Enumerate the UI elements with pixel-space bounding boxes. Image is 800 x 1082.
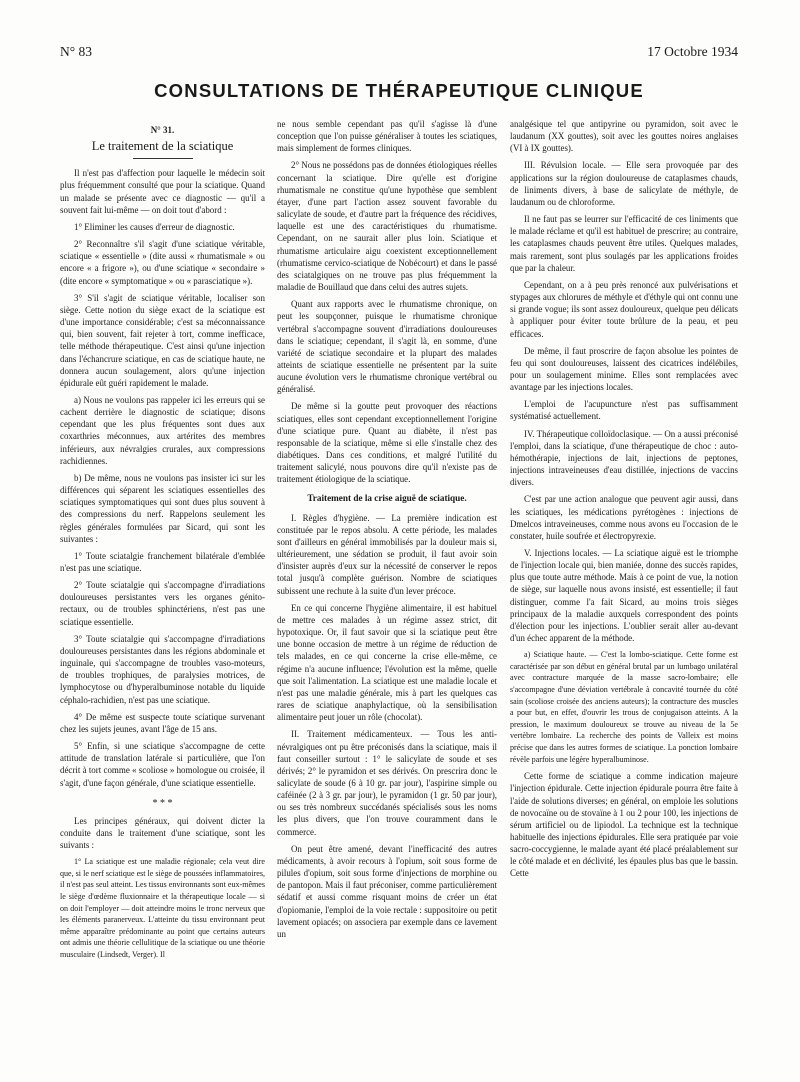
page-title: CONSULTATIONS DE THÉRAPEUTIQUE CLINIQUE — [154, 80, 644, 101]
page-header — [60, 44, 738, 62]
paragraph: I. Règles d'hygiène. — La première indication est constituée par le repos absolu. A cette période, les malades sont d'ailleurs en général immobilisés par la douleur mais si, ultérieurement, une sédation se produit, il faut avoir soin d'insister auprès d'eux sur la nécessité de conserver le repos total jusqu'à complète guérison. Nombre de sciatiques subissent une rechute à la suite d'un lever précoce. — [277, 512, 497, 596]
column-1 — [60, 118, 265, 1075]
paragraph: Quant aux rapports avec le rhumatisme chronique, on peut les soupçonner, puisque le rhumatisme chronique vertébral s'accompagne souvent d'irradiations douloureuses dans le sciatique; cependant, il s'agit là, en somme, d'une variété de sciatique secondaire et la plupart des malades atteints de sciatique essentielle ne présentent par la suite aucune évolution vers le rhumatisme chronique vertébral ou généralisé. — [277, 299, 497, 395]
paragraph: 3° Toute sciatalgie qui s'accompagne d'irradiations douloureuses persistantes dans les régions abdominale et inguinale, qui s'accompagne de troubles vaso-moteurs, de troubles trophiques, de paralysies motrices, de lymphocytose ou d'hyperalbuminose notable du liquide céphalo-rachidien, n'est pas une sciatique. — [60, 633, 265, 705]
issue-date: 17 Octobre 1934 — [647, 44, 738, 59]
paragraph: 2° Toute sciatalgie qui s'accompagne d'irradiations douloureuses persistantes vers les organes génito-rectaux, ou de troubles sphinctériens, n'est pas une sciatique essentielle. — [60, 580, 265, 627]
issue-number: N° 83 — [60, 44, 93, 59]
paragraph: En ce qui concerne l'hygiène alimentaire, il est habituel de mettre ces malades à un régime assez strict, dit hypotoxique. Or, il faut savoir que si la sciatique peut être une bonne occasion de mettre à un régime de réduction de tels malades, en ce qui concerne la crise elle-même, ce régime n'a aucune influence; l'évolution est la même, quelle que soit l'alimentation. La sciatique est une maladie locale et n'est pas une maladie générale, mis à part les quelques cas rares de sciatique anaphylactique, où la sensibilisation alimentaire peut jouer un rôle (chocolat). — [277, 602, 497, 723]
paragraph: 5° Enfin, si une sciatique s'accompagne de cette attitude de translation latérale si particulière, que l'on décrit à tort comme « scoliose » homologue ou croisée, il s'agit, d'une façon générale, d'une sciatique essentielle. — [60, 741, 265, 788]
paragraph: analgésique tel que antipyrine ou pyramidon, soit avec le laudanum (XX gouttes), soit avec les gouttes noires anglaises (VI à IX gouttes). — [510, 119, 738, 154]
paragraph: 2° Nous ne possédons pas de données étiologiques réelles concernant la sciatique. Dire qu'elle est d'origine rhumatismale ne constitue qu'une hypothèse que semblent étayer, d'une part l'action assez souvent favorable du salicylate de soude, et d'autre part la fréquence des récidives, laquelle est une des caractéristiques du rhumatisme. Cependant, on ne saurait aller plus loin. Sciatique et rhumatisme articulaire aigu coexistent exceptionnellement (rhumatisme cervico-sciatique de Nobécourt) et dans le passé des sciatalgiques on ne trouve pas plus fréquemment la maladie de Bouillaud que dans celui des autres sujets. — [277, 160, 497, 293]
paragraph: De même si la goutte peut provoquer des réactions sciatiques, elles sont cependant exceptionnellement l'origine d'une sciatique pure. Quant au diabète, il n'est pas responsable de la sciatique, même si elle s'installe chez des diabétiques. Dans ces conditions, et malgré l'utilité du traitement salicylé, nous pouvons dire qu'il n'existe pas de traitement étiologique de la sciatique. — [277, 401, 497, 485]
asterism: * * * — [152, 797, 173, 809]
paragraph: 1° Eliminer les causes d'erreur de diagnostic. — [74, 221, 235, 232]
paragraph: 1° Toute sciatalgie franchement bilatérale d'emblée n'est pas une sciatique. — [60, 550, 265, 573]
paragraph: a) Nous ne voulons pas rappeler ici les erreurs qui se cachent derrière le diagnostic de sciatique; disons cependant que les plus fréquentes sont dues aux coxarthries méconnues, aux artérites des membres inférieurs, aux névralgies crurales, aux compressions rachidiennes. — [60, 394, 265, 466]
paragraph: ne nous semble cependant pas qu'il s'agisse là d'une conception que l'on puisse généraliser à toutes les sciatiques, mais simplement de formes cliniques. — [277, 119, 497, 154]
column-3 — [510, 118, 738, 1075]
paragraph: 4° De même est suspecte toute sciatique survenant chez les sujets jeunes, avant l'âge de 15 ans. — [60, 711, 265, 734]
paragraph: Il ne faut pas se leurrer sur l'efficacité de ces liniments que le malade réclame et qu'il est habituel de prescrire; au contraire, les cataplasmes chauds peuvent être utiles. Quelques malades, mais rarement, sont plus soulagés par les applications froides que par la chaleur. — [510, 214, 738, 273]
paragraph: L'emploi de l'acupuncture n'est pas suffisamment systématisé actuellement. — [510, 399, 738, 422]
paragraph: Il n'est pas d'affection pour laquelle le médecin soit plus fréquemment consulté que pour la sciatique. Quand un malade se présente avec ce diagnostic — qu'il a souvent fait lui-même — on doit tout d'abord : — [60, 168, 265, 215]
paragraph-small: a) Sciatique haute. — C'est la lombo-sciatique. Cette forme est caractérisée par son début en général brutal par un lumbago unilatéral avec contracture marquée de la masse sacro-lombaire; elle s'accompagne d'une déviation vertébrale à concavité tournée du côté sain (scoliose croisée des anciens auteurs); la contracture des muscles a pour but, en effet, d'ouvrir les trous de conjugaison atteints. A la pression, le maximum douloureux se trouve au niveau de la 5e vertèbre lombaire. La recherche des points de Valleix est moins précise que dans les autres formes de sciatique. La ponction lombaire révèle parfois une légère hyperalbuminose. — [510, 650, 738, 764]
column-2 — [277, 118, 497, 1075]
article-number: N° 31. — [150, 125, 175, 135]
paragraph: II. Traitement médicamenteux. — Tous les anti-névralgiques ont pu être préconisés dans la sciatique, mais il faut conseiller surtout : 1° le salicylate de soude et ses dérivés; 2° le pyramidon et ses dérivés. On prescrira donc le salicylate de soude (6 à 10 gr. par jour), l'aspirine simple ou caféinée (2 à 3 gr. par jour), le pyramidon (1 gr. 50 par jour), ou ses très nombreux succédanés spécialisés sous les noms les plus divers, que l'on trouve couramment dans le commerce. — [277, 729, 497, 837]
section-title: Traitement de la crise aiguë de sciatique. — [307, 492, 467, 503]
paragraph: C'est par une action analogue que peuvent agir aussi, dans les sciatiques, les médications pyrétogènes : injections de Dmelcos intraveineuses, comme nous avons eu l'occasion de le constater, huile soufrée et électropyrexie. — [510, 494, 738, 541]
paragraph: Cette forme de sciatique a comme indication majeure l'injection épidurale. Cette injection épidurale pourra être faite à l'aide de solutions diverses; en général, on emploie les solutions de novocaïne ou de stovaïne à 1 ou 2 pour 100, les injections de sérum artificiel ou de lipiodol. La technique est la technique habituelle des injections épidurales. Elle sera pratiquée par voie sacro-coccygienne, le malade ayant été placé préalablement sur le côté malade et en déclivité, les épaules plus bas que le bassin. Cette — [510, 771, 738, 879]
paragraph: 3° S'il s'agit de sciatique véritable, localiser son siège. Cette notion du siège exact de la sciatique est d'une importance considérable; c'est sa méconnaissance qui, bien souvent, fait rejeter à tort, comme inefficace, telle méthode thérapeutique. C'est ainsi qu'une injection dans l'échancrure sciatique, en cas de sciatique haute, ne donnera aucun soulagement, alors qu'une injection épidurale eût guéri rapidement le malade. — [60, 292, 265, 388]
paragraph: IV. Thérapeutique colloïdoclasique. — On a aussi préconisé l'emploi, dans la sciatique, d'une thérapeutique de choc : auto-hémothérapie, injections de lait, injections de peptones, injections intraveineuses d'eau distillée, injections de vaccins divers. — [510, 428, 738, 488]
paragraph: V. Injections locales. — La sciatique aiguë est le triomphe de l'injection locale qui, bien maniée, donne des succès rapides, plus que toute autre méthode. Mais à ce point de vue, la notion de siège, sur laquelle nous avons insisté, est essentielle; il faut distinguer, comme l'a fait Sicard, au moins trois sièges principaux de la maladie auxquels correspondent des points d'élection pour les injections. L'oublier serait aller au-devant d'un échec apparent de la méthode. — [510, 548, 738, 644]
paragraph: De même, il faut proscrire de façon absolue les pointes de feu qui sont douloureuses, laissent des cicatrices indélébiles, pour un soulagement minime. Elles sont remplacées avec avantage par les injections locales. — [510, 345, 738, 393]
paragraph: Les principes généraux, qui doivent dicter la conduite dans le traitement d'une sciatique, sont les suivants : — [60, 815, 265, 850]
paragraph: b) De même, nous ne voulons pas insister ici sur les différences qui séparent les sciatiques essentielles des sciatiques symptomatiques qui sont dues plus souvent à des compressions du nerf. Rappelons seulement les règles générales formulées par Sicard, qui sont les suivantes : — [60, 472, 265, 544]
paragraph: Cependant, on a à peu près renoncé aux pulvérisations et stypages aux chlorures de méthyle et d'éthyle qui ont connu une si grande vogue; ils sont assez douloureux, quelque peu délicats à appliquer pour éviter toute brûlure de la peau, et peu efficaces. — [510, 279, 738, 339]
paragraph: III. Révulsion locale. — Elle sera provoquée par des applications sur la région douloureuse de cataplasmes chauds, de liniments divers, à base de salicylate de méthyle, de laudanum ou de chloroforme. — [510, 160, 738, 207]
title-rule — [133, 158, 193, 159]
paragraph-small: 1° La sciatique est une maladie régionale; cela veut dire que, si le nerf sciatique est le siège de poussées inflammatoires, il n'est pas seul atteint. Les tissus environnants sont eux-mêmes le siège d'œdème fluxionnaire et la thérapeutique locale — si on doit l'employer — doit atteindre moins le tronc nerveux que les éléments paranerveux. L'atteinte du tissu environnant peut même apparaître prédominante au point que certains auteurs ont admis une théorie cellulitique de la sciatique ou une théorie musculaire (Lindsedt, Verger). Il — [60, 857, 265, 959]
paragraph: On peut être amené, devant l'inefficacité des autres médicaments, à avoir recours à l'opium, soit sous forme de pilules d'opium, soit sous forme d'injections de morphine ou de pantopon. Mais il faut préconiser, comme particulièrement sédatif et aussi comme risquant moins de créer un état d'opiomanie, l'emploi de la voie rectale : suppositoire ou petit lavement opiacés; on associera par exemple dans ce lavement un — [277, 843, 497, 939]
article-title: Le traitement de la sciatique — [91, 139, 234, 154]
paragraph: 2° Reconnaître s'il s'agit d'une sciatique véritable, sciatique « essentielle » (dite aussi « rhumatismale » ou encore « a frigore »), ou d'une sciatique « secondaire » (dite encore « symptomatique » ou « parasciatique »). — [60, 239, 265, 286]
